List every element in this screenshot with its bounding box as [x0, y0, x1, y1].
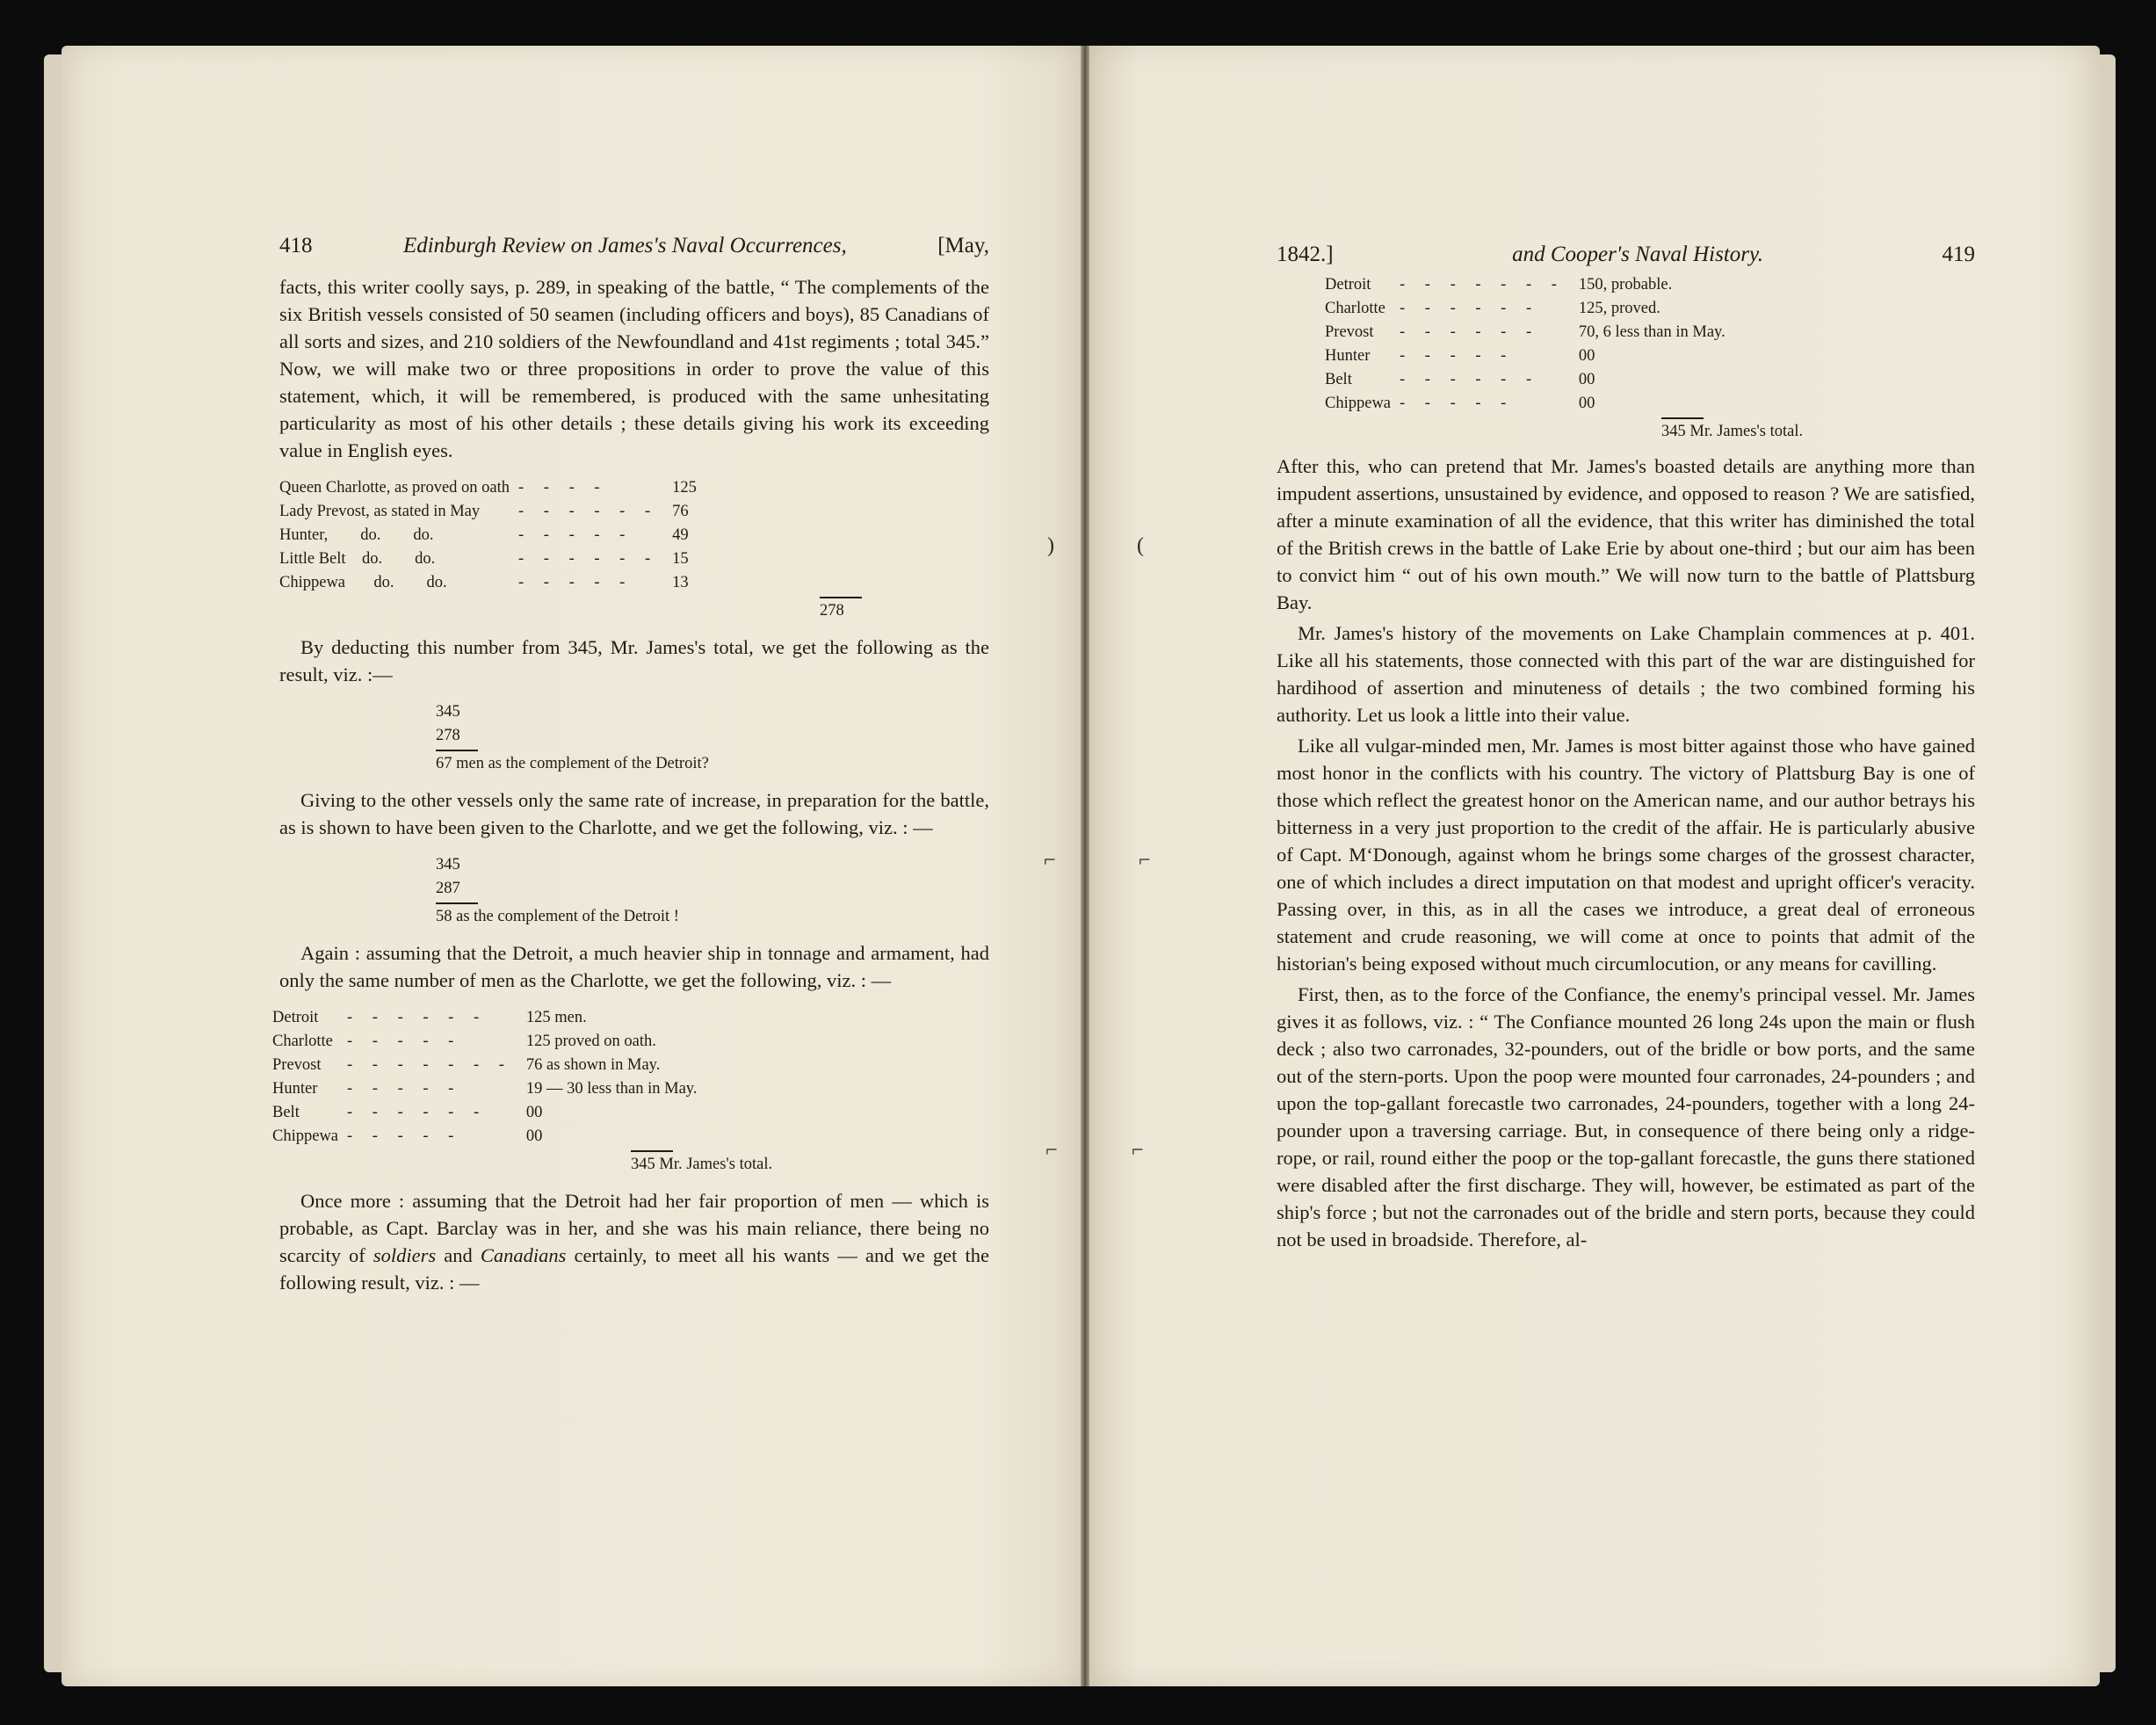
left-paragraph-3: Giving to the other vessels only the same rate of increase, in preparation for the battle, as is shown to have been given to the Charlotte, and we get the following, viz. : —	[279, 789, 989, 838]
cell-name: Lady Prevost, as stated in May	[279, 503, 481, 520]
cell-name: Little Belt do. do.	[279, 550, 436, 568]
cell-value: 125 proved on oath.	[525, 1033, 656, 1050]
cell-dots: - - - - -	[347, 1080, 462, 1098]
cell-dots: - - - - -	[518, 526, 633, 544]
left-paragraph-1: facts, this writer coolly says, p. 289, in speaking of the battle, “ The complements of the six British vessels consisted of 50 seamen (including officers and boys), 85 Canadians of all sorts and sizes, and 210 soldiers of the Newfoundland and 41st regiments ; total 345.” Now, we will make two or three propositions in order to prove the value of this statement, which, it will be remembered, is produced with the same unhesitating particularity as most of his other details ; these details giving his work its exceeding value in English eyes.	[279, 276, 989, 461]
para5-italic-soldiers: soldiers	[373, 1244, 437, 1266]
table-row	[1325, 344, 1726, 368]
right-text-column	[1277, 241, 1975, 1253]
table-row	[272, 1006, 697, 1030]
cell-dots: - - - - - - -	[1400, 276, 1565, 294]
calc-1-a: 345	[436, 703, 460, 721]
cell-dots: - - - - -	[1400, 395, 1515, 412]
cell-value: 49	[672, 526, 689, 544]
left-text-column	[272, 232, 989, 1296]
cell-name: Prevost	[1325, 323, 1374, 341]
cell-dots: - - - -	[518, 479, 608, 496]
para5-italic-canadians: Canadians	[480, 1244, 567, 1266]
left-page-number: 418	[279, 234, 313, 257]
table-row	[279, 500, 697, 524]
left-page	[61, 46, 1081, 1686]
binding-mark: ⌐	[1132, 1139, 1144, 1162]
table-2-total: 345 Mr. James's total.	[631, 1156, 773, 1173]
cell-dots: - - - - -	[1400, 347, 1515, 365]
cell-dots: - - - - - -	[1400, 323, 1540, 341]
calc-rule	[436, 902, 478, 904]
calc-1-result: 67 men as the complement of the Detroit?	[436, 755, 709, 772]
cell-name: Belt	[272, 1104, 300, 1121]
cell-name: Hunter	[272, 1080, 318, 1098]
cell-name: Detroit	[272, 1009, 319, 1026]
cell-dots: - - - - -	[347, 1127, 462, 1145]
calc-2	[436, 853, 989, 929]
sum-rule	[1661, 417, 1704, 419]
cell-name: Hunter	[1325, 347, 1371, 365]
cell-name: Detroit	[1325, 276, 1371, 294]
table-3	[1325, 273, 1726, 416]
cell-value: 125, proved.	[1578, 300, 1660, 317]
binding-mark: ⌐	[1045, 1139, 1058, 1162]
binding-mark: )	[1047, 534, 1054, 557]
table-3-sum	[1661, 417, 1975, 444]
table-row	[279, 476, 697, 500]
cell-value: 13	[672, 574, 689, 591]
sum-rule	[820, 597, 862, 598]
cell-name: Chippewa	[1325, 395, 1392, 412]
table-row	[279, 571, 697, 595]
cell-value: 150, probable.	[1578, 276, 1673, 294]
cell-dots: - - - - - -	[1400, 371, 1540, 388]
calc-rule	[436, 750, 478, 751]
cell-name: Chippewa do. do.	[279, 574, 447, 591]
cell-dots: - - - - - -	[1400, 300, 1540, 317]
binding-mark: (	[1137, 534, 1144, 557]
cell-value: 15	[672, 550, 689, 568]
cell-dots: - - - - - -	[347, 1104, 488, 1121]
table-row	[1325, 273, 1726, 297]
right-page-number: 419	[1942, 243, 1975, 266]
left-paragraph-2: By deducting this number from 345, Mr. James's total, we get the following as the result, viz. :—	[279, 636, 989, 685]
calc-2-b: 287	[436, 880, 460, 897]
table-row	[272, 1125, 697, 1149]
binding-mark: ⌐	[1044, 849, 1056, 872]
cell-dots: - - - - - -	[518, 550, 659, 568]
table-row	[272, 1077, 697, 1101]
cell-name: Hunter, do. do.	[279, 526, 434, 544]
cell-value: 76	[672, 503, 689, 520]
cell-name: Queen Charlotte, as proved on oath	[279, 479, 510, 496]
left-paragraph-4: Again : assuming that the Detroit, a much heavier ship in tonnage and armament, had only the same number of men as the Charlotte, we get the following, viz. : —	[279, 942, 989, 991]
book-gutter	[1081, 46, 1089, 1686]
calc-1	[436, 700, 989, 776]
table-1-block	[279, 476, 989, 623]
right-paragraph-2: Mr. James's history of the movements on Lake Champlain commences at p. 401. Like all his statements, those connected with this part of the war are distinguished for hardihood of assertion and minuteness of details ; the two combined forming his authority. Let us look a little into their value.	[1277, 622, 1975, 726]
cell-dots: - - - - - - -	[347, 1056, 512, 1074]
cell-value: 00	[525, 1104, 543, 1121]
table-row	[279, 547, 697, 571]
table-row	[1325, 321, 1726, 344]
right-page	[1089, 46, 2100, 1686]
cell-dots: - - - - -	[518, 574, 633, 591]
cell-name: Charlotte	[1325, 300, 1385, 317]
cell-value: 00	[525, 1127, 543, 1145]
sum-rule	[631, 1150, 673, 1152]
right-running-title: and Cooper's Naval History.	[1512, 243, 1763, 266]
table-row	[279, 524, 697, 547]
cell-dots: - - - - -	[347, 1033, 462, 1050]
cell-name: Chippewa	[272, 1127, 339, 1145]
table-row	[272, 1101, 697, 1125]
cell-name: Charlotte	[272, 1033, 333, 1050]
para5-text-a: Once more : assuming that the Detroit had her fair proportion of men — which is probable, as Capt. Barclay was in her, and she was his main reliance, there being no scarcity of	[279, 1190, 989, 1266]
table-1	[279, 476, 697, 595]
calc-2-a: 345	[436, 856, 460, 873]
cell-value: 76 as shown in May.	[525, 1056, 661, 1074]
table-3-block	[1325, 273, 1975, 444]
cell-value: 00	[1578, 371, 1595, 388]
table-row	[1325, 392, 1726, 416]
cell-name: Belt	[1325, 371, 1352, 388]
left-bracket-month: [May,	[937, 234, 989, 257]
cell-value: 00	[1578, 347, 1595, 365]
right-paragraph-1: After this, who can pretend that Mr. James's boasted details are anything more than impudent assertions, unsustained by evidence, and opposed to reason ? We are satisfied, after a minute examination of all the evidence, that this writer has diminished the total of the British crews in the battle of Lake Erie by about one-third ; but our aim has been to convict him “ out of his own mouth.” We will now turn to the battle of Plattsburg Bay.	[1277, 455, 1975, 613]
binding-mark: ⌐	[1139, 849, 1151, 872]
table-2-block	[272, 1006, 989, 1177]
table-1-sum	[820, 597, 989, 623]
cell-value: 19 — 30 less than in May.	[525, 1080, 698, 1098]
left-running-head	[279, 232, 989, 259]
left-paragraph-5	[279, 1187, 989, 1296]
table-row	[1325, 368, 1726, 392]
right-running-head	[1277, 241, 1975, 268]
left-running-title: Edinburgh Review on James's Naval Occurrences,	[402, 234, 847, 257]
cell-value: 00	[1578, 395, 1595, 412]
table-2	[272, 1006, 697, 1149]
table-row	[272, 1030, 697, 1054]
table-2-sum	[631, 1150, 989, 1177]
cell-value: 125 men.	[525, 1009, 587, 1026]
calc-1-b: 278	[436, 727, 460, 744]
table-1-total: 278	[820, 602, 844, 620]
right-paragraph-4: First, then, as to the force of the Confiance, the enemy's principal vessel. Mr. James gives it as follows, viz. : “ The Confiance mounted 26 long 24s upon the main or flush deck ; also two carronades, 32-pounders, out of the bridle or bow ports, and the same out of the stern-ports. Upon the poop were mounted four carronades, 24-pounders ; and upon the top-gallant forecastle two carronades, 24-pounders, together with a long 24-pounder upon a traversing carriage. But, in consequence of there being only a ridge-rope, or rail, round either the poop or the top-gallant forecastle, the guns there stationed were disabled after the first discharge. They will, however, be estimated as part of the ship's force ; but not the carronades out of the bridle and stern ports, because they could not be used in broadside. Therefore, al-	[1277, 983, 1975, 1250]
calc-2-result: 58 as the complement of the Detroit !	[436, 908, 679, 925]
table-3-total: 345 Mr. James's total.	[1661, 423, 1804, 440]
right-paragraph-3: Like all vulgar-minded men, Mr. James is most bitter against those who have gained most honor in the conflicts with his country. The victory of Plattsburg Bay is one of those which reflect the greatest honor on the American name, and our author betrays his bitterness in a very just proportion to the credit of the affair. He is particularly abusive of Capt. M‘Donough, against whom he brings some charges of the grossest character, one of which includes a direct imputation on that modest and upright officer's veracity. Passing over, in this, as in all the cases we introduce, a great deal of erroneous statement and crude reasoning, we will come at once to points that admit of the historian's being exposed without much circumlocution, or any means for cavilling.	[1277, 735, 1975, 975]
table-row	[1325, 297, 1726, 321]
table-row	[272, 1054, 697, 1077]
cell-value: 70, 6 less than in May.	[1578, 323, 1726, 341]
cell-value: 125	[672, 479, 697, 496]
cell-name: Prevost	[272, 1056, 322, 1074]
para5-text-b: and	[436, 1244, 481, 1266]
right-year: 1842.]	[1277, 243, 1334, 266]
cell-dots: - - - - - -	[518, 503, 659, 520]
para5-text-c: certainly, to meet all his wants — and we get the following result, viz. : —	[279, 1244, 989, 1294]
cell-dots: - - - - - -	[347, 1009, 488, 1026]
